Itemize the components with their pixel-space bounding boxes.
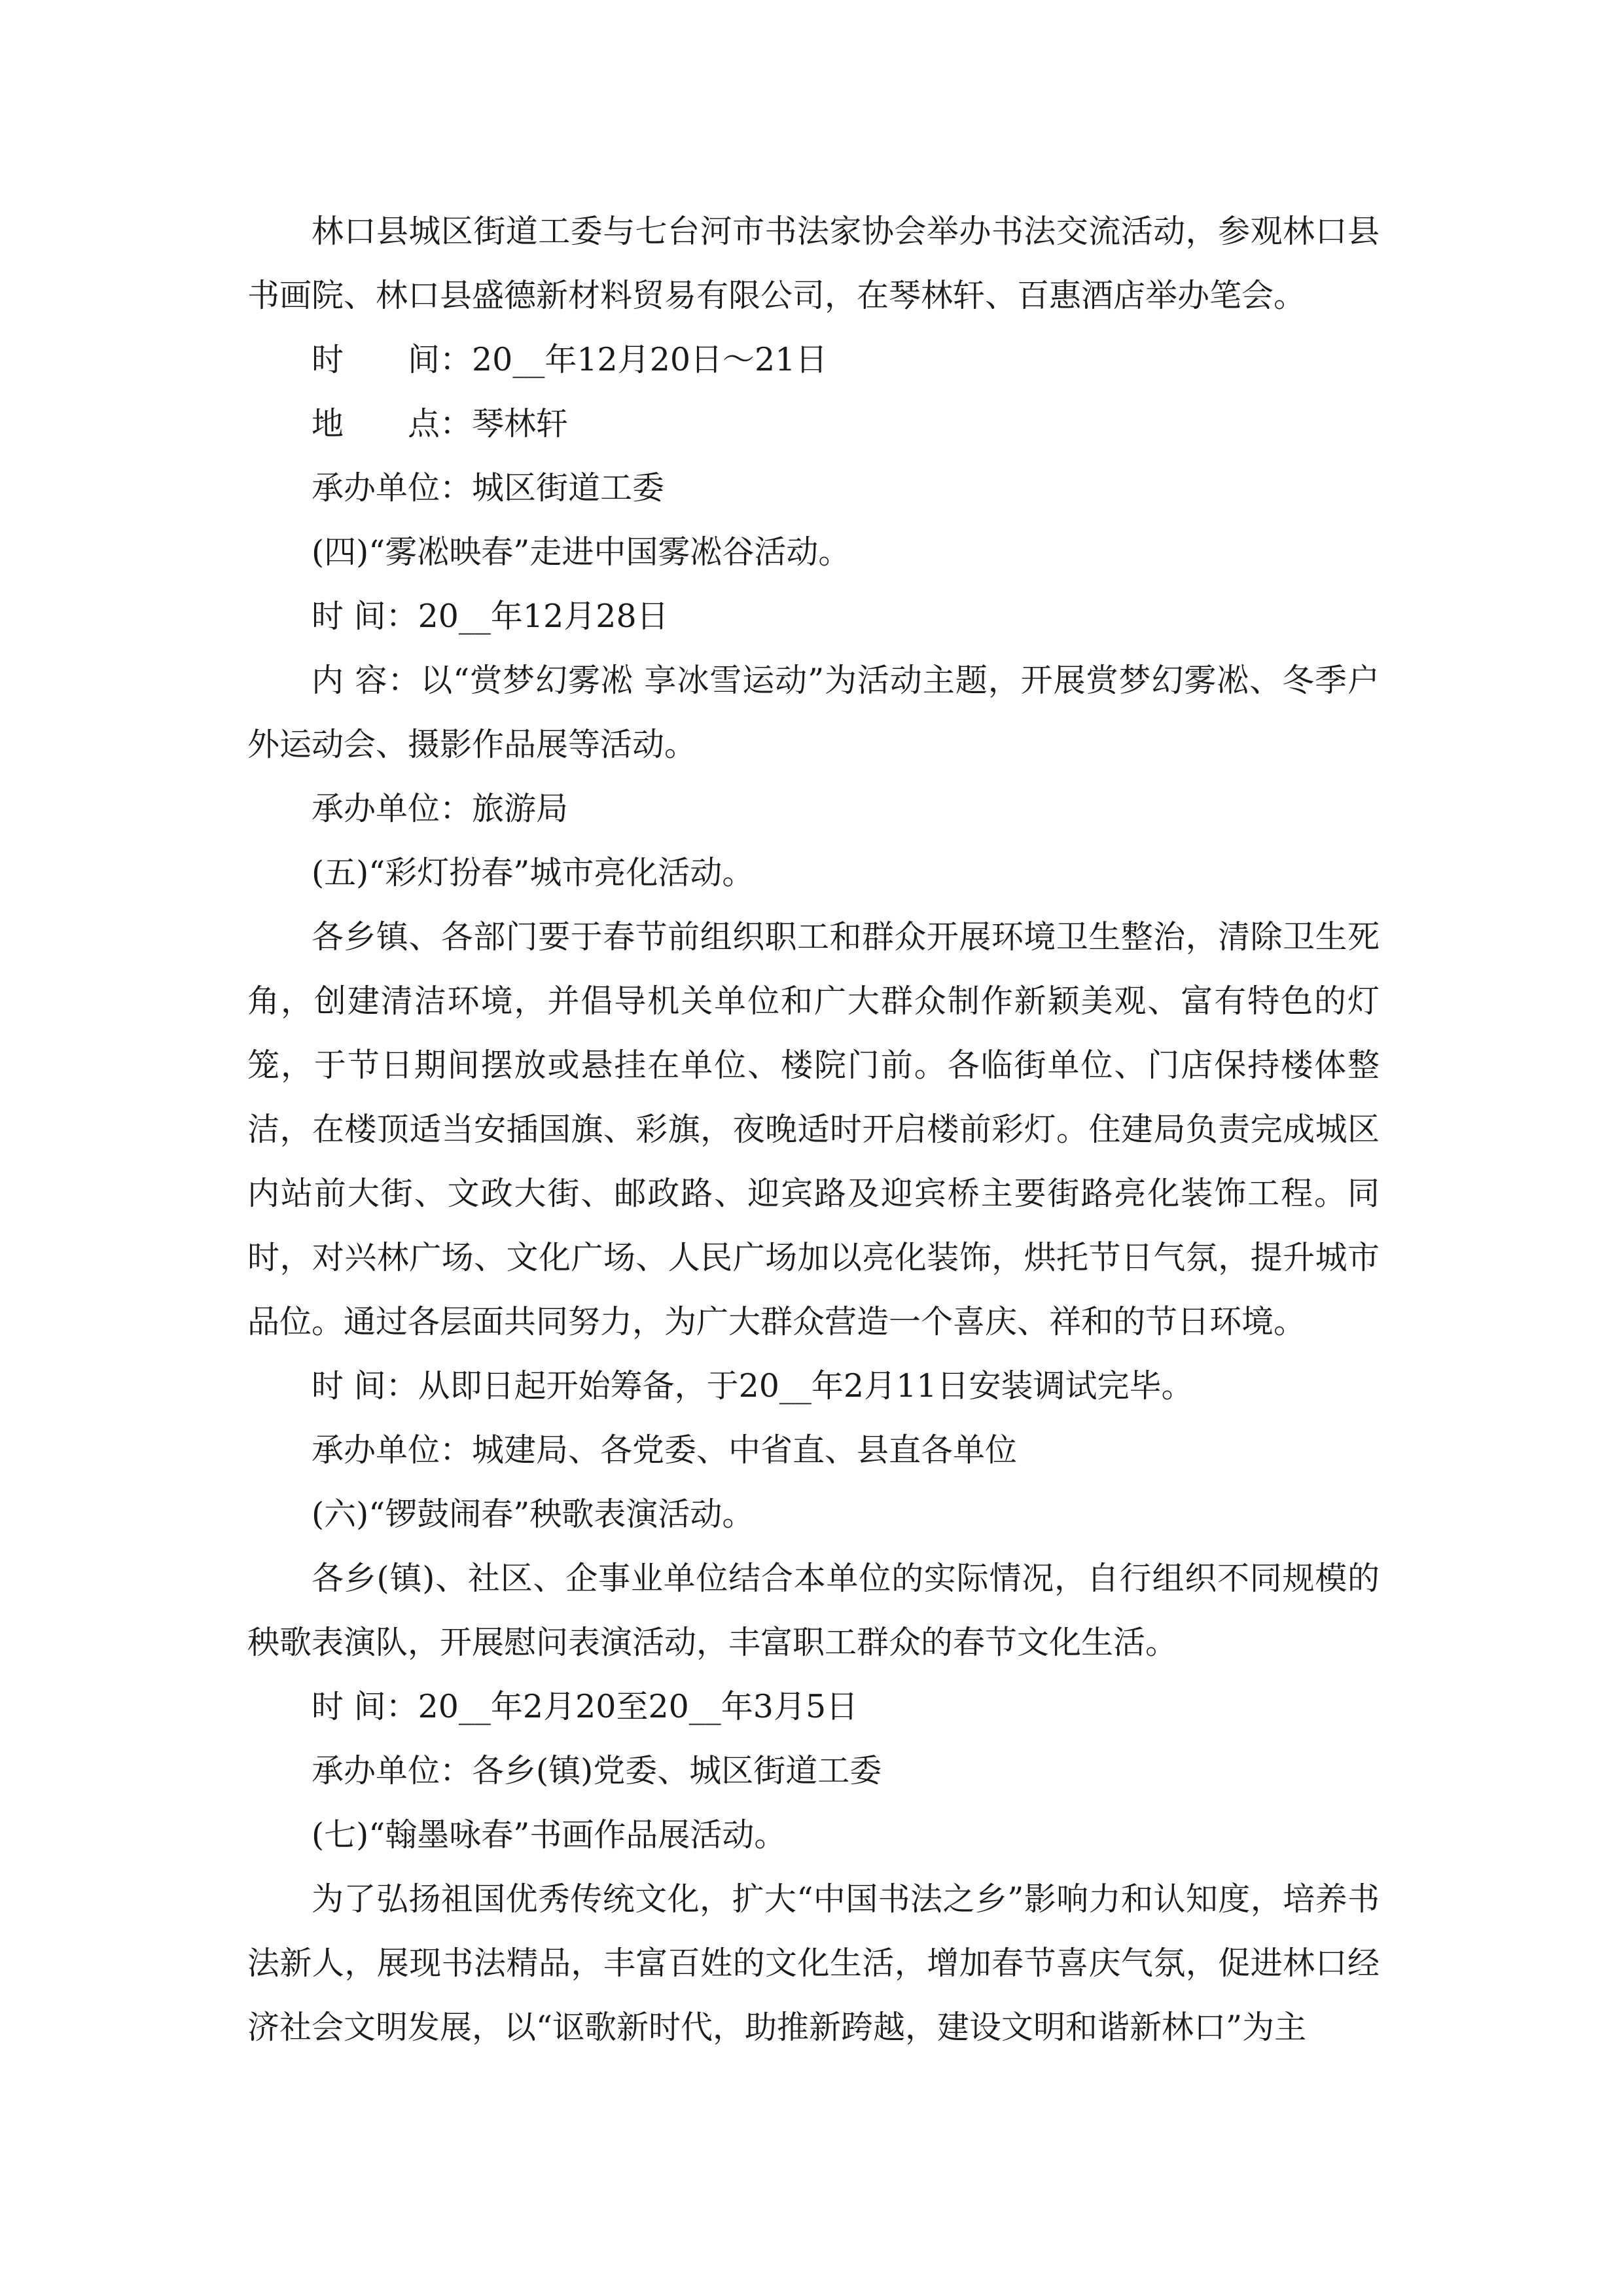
section-heading: (六)“锣鼓闹春”秧歌表演活动。 (312, 1496, 755, 1533)
paragraph: 各乡(镇)、社区、企事业单位结合本单位的实际情况，自行组织不同规模的秧歌表演队，开展慰问表演活动，丰富职工群众的春节文化生活。 (247, 1560, 1380, 1661)
paragraph: 时 间：20__年2月20至20__年3月5日 (312, 1688, 859, 1725)
section-heading: (七)“翰墨咏春”书画作品展活动。 (312, 1816, 787, 1854)
paragraph: 为了弘扬祖国优秀传统文化，扩大“中国书法之乡”影响力和认知度，培养书法新人，展现书法精品，丰富百姓的文化生活，增加春节喜庆气氛，促进林口经济社会文明发展，以“讴歌新时代，助推新跨越，建设文明和谐新林口”为主 (247, 1880, 1380, 2046)
section-heading: (四)“雾凇映春”走进中国雾凇谷活动。 (312, 533, 851, 571)
paragraph: 地 点：琴林轩 (312, 405, 569, 442)
section-heading: (五)“彩灯扮春”城市亮化活动。 (312, 854, 755, 891)
paragraph: 时 间：20__年12月20日～21日 (312, 341, 828, 378)
paragraph: 各乡镇、各部门要于春节前组织职工和群众开展环境卫生整治，清除卫生死角，创建清洁环境，并倡导机关单位和广大群众制作新颖美观、富有特色的灯笼，于节日期间摆放或悬挂在单位、楼院门前。各临街单位、门店保持楼体整洁，在楼顶适当安插国旗、彩旗，夜晚适时开启楼前彩灯。住建局负责完成城区内站前大街、文政大街、邮政路、迎宾路及迎宾桥主要街路亮化装饰工程。同时，对兴林广场、文化广场、人民广场加以亮化装饰，烘托节日气氛，提升城市品位。通过各层面共同努力，为广大群众营造一个喜庆、祥和的节日环境。 (247, 918, 1380, 1340)
paragraph: 林口县城区街道工委与七台河市书法家协会举办书法交流活动，参观林口县书画院、林口县盛德新材料贸易有限公司，在琴林轩、百惠酒店举办笔会。 (247, 213, 1380, 314)
paragraph: 承办单位：城区街道工委 (312, 469, 665, 507)
paragraph: 承办单位：各乡(镇)党委、城区街道工委 (312, 1752, 882, 1789)
paragraph: 承办单位：城建局、各党委、中省直、县直各单位 (312, 1431, 1018, 1469)
paragraph: 时 间：从即日起开始筹备，于20__年2月11日安装调试完毕。 (312, 1367, 1194, 1405)
paragraph: 时 间：20__年12月28日 (312, 598, 669, 635)
document-body (247, 200, 1380, 2060)
paragraph: 内 容：以“赏梦幻雾凇 享冰雪运动”为活动主题，开展赏梦幻雾凇、冬季户外运动会、摄影作品展等活动。 (247, 662, 1380, 763)
paragraph: 承办单位：旅游局 (312, 790, 569, 827)
